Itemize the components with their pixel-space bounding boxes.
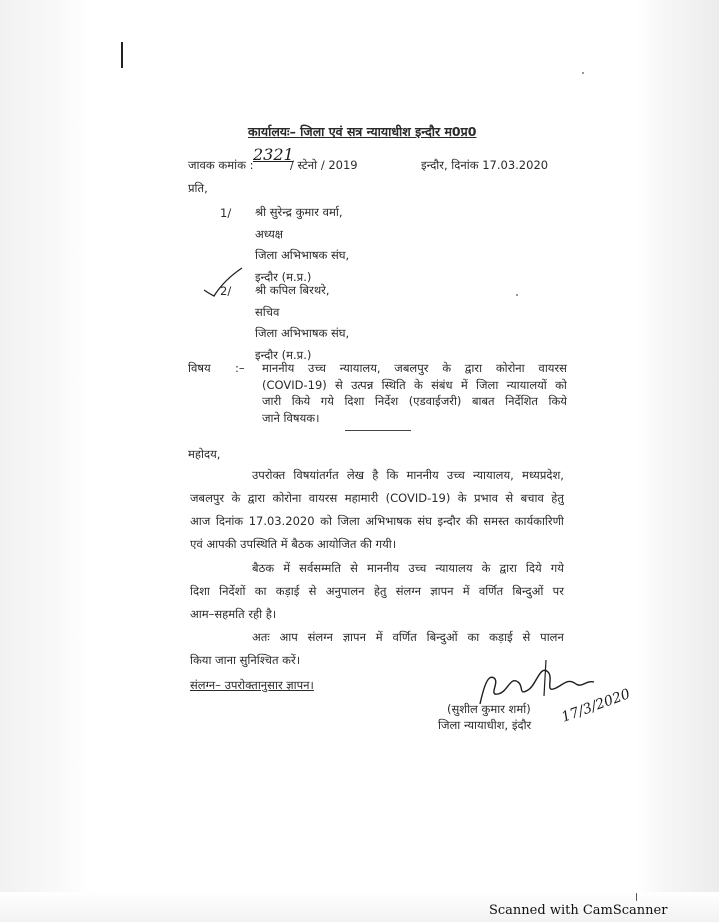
text-line: [190, 464, 564, 487]
word: 17.03.2020: [248, 514, 315, 528]
word: अतः: [252, 630, 270, 644]
word: मध्यप्रदेश,: [521, 468, 564, 482]
word: बिन्दुओं: [426, 630, 458, 644]
scan-mark: [121, 42, 123, 68]
recipient-post: अध्यक्ष: [255, 226, 284, 241]
word: संलग्न: [395, 584, 421, 598]
word: न्यायालयों: [506, 377, 547, 392]
body-paragraph: [190, 464, 564, 556]
word: माननीय: [366, 561, 400, 575]
word: का: [467, 630, 480, 644]
word: द्वारा: [247, 491, 266, 505]
salutation: महोदय,: [188, 447, 221, 461]
word: प्रभाव: [474, 491, 499, 505]
word: न्यायालय,: [339, 361, 381, 375]
recipient-org: जिला अभिभाषक संघ,: [255, 326, 350, 340]
place-date: इन्दौर, दिनांक 17.03.2020: [421, 158, 549, 172]
word: न्यायालय,: [472, 468, 514, 482]
word: माननीय: [406, 468, 439, 482]
word: गये: [550, 561, 564, 575]
word: (एडवाईजरी): [408, 394, 462, 408]
word: है: [372, 468, 379, 482]
word: उच्च: [446, 468, 465, 482]
word: स्थिति: [381, 377, 406, 392]
word: किया जाना सुनिश्चित करें।: [190, 653, 301, 667]
word: बाबत: [471, 394, 495, 408]
word: दिशा: [344, 394, 365, 408]
word: दिये: [525, 561, 542, 575]
word: से: [335, 377, 343, 392]
word: वर्णित: [392, 630, 417, 644]
word: कोरोना: [272, 491, 302, 505]
word: दिनांक: [215, 514, 244, 528]
word: से: [308, 584, 317, 598]
word: कार्यकारिणी: [514, 514, 564, 528]
word: (COVID-19): [262, 377, 327, 392]
word: उपरोक्त: [252, 468, 286, 482]
text-line: [190, 510, 564, 533]
text-line: [190, 533, 564, 556]
text-line: [190, 487, 564, 510]
word: लेख: [346, 468, 365, 482]
word: (COVID-19): [385, 491, 451, 505]
word: पर: [552, 584, 564, 598]
scanner-watermark: Scanned with CamScanner: [489, 903, 668, 918]
word: उच्च: [408, 561, 427, 575]
word: गये: [320, 394, 334, 408]
word: से: [350, 561, 358, 575]
recipient-number: 1/: [220, 206, 232, 220]
word: के: [457, 491, 467, 505]
recipient-city: इन्दौर (म.प्र.): [255, 347, 312, 362]
scan-shadow-left: [0, 0, 92, 922]
text-line: [190, 626, 564, 649]
recipient-post: सचिव: [255, 304, 280, 319]
word: आम–सहमति रही है।: [190, 607, 277, 621]
scan-speck: [582, 72, 584, 74]
word: से: [505, 491, 514, 505]
word: द्वारा: [464, 361, 483, 375]
scan-speck: [516, 294, 518, 296]
word: के: [231, 491, 241, 505]
recipient-block: [255, 280, 349, 366]
word: कड़ाई: [489, 630, 513, 644]
word: संबंध: [431, 377, 453, 392]
word: वायरस: [538, 361, 567, 375]
word: महामारी: [344, 491, 379, 505]
word: जाने विषयक।: [262, 410, 320, 425]
word: किये: [291, 394, 311, 408]
word: उत्पन्न: [351, 377, 374, 392]
word: बैठक: [252, 561, 275, 575]
word: इन्दौर: [437, 514, 461, 528]
subject-separator: :–: [235, 361, 245, 375]
signature-date: 17/3/2020: [559, 686, 633, 726]
word: को: [555, 377, 567, 392]
word: ज्ञापन: [430, 584, 454, 598]
dispatch-number-handwritten: 2321: [253, 145, 294, 164]
text-line: [190, 603, 564, 626]
word: में: [462, 584, 470, 598]
dispatch-suffix: / स्टेनो / 2019: [290, 158, 358, 172]
word: की: [466, 514, 478, 528]
word: बिन्दुओं: [512, 584, 544, 598]
word: आप: [279, 630, 298, 644]
word: जिला: [337, 514, 360, 528]
dispatch-prefix: जावक कमांक :: [188, 158, 254, 172]
recipient-number: 2/: [220, 284, 232, 298]
to-label: प्रति,: [188, 181, 208, 195]
recipient-name: श्री कपिल बिरथरे,: [255, 283, 330, 297]
word: अनुपालन: [325, 584, 365, 598]
word: निर्देश: [374, 394, 399, 408]
word: द्वारा: [499, 561, 517, 575]
word: के: [413, 377, 423, 392]
word: जिला: [476, 377, 499, 392]
recipient-org: जिला अभिभाषक संघ,: [255, 248, 350, 262]
text-line: [262, 393, 567, 410]
word: में: [375, 630, 383, 644]
word: कोरोना: [495, 361, 525, 375]
word: दिशा: [190, 584, 210, 598]
signatory-designation: जिला न्यायाधीश, इंदौर: [438, 718, 532, 732]
word: उच्च: [308, 361, 326, 375]
enclosure-note: संलग्न– उपरोक्तानुसार ज्ञापन।: [190, 678, 314, 692]
word: में: [283, 561, 291, 575]
word: समस्त: [483, 514, 510, 528]
word: ज्ञापन: [342, 630, 366, 644]
word: कि: [386, 468, 399, 482]
word: सर्वसम्मति: [299, 561, 341, 575]
word: वर्णित: [478, 584, 504, 598]
word: बचाव: [520, 491, 544, 505]
word: जबलपुर: [190, 491, 225, 505]
word: संलग्न: [307, 630, 333, 644]
signatory-name: (सुशील कुमार शर्मा): [447, 702, 531, 716]
word: वायरस: [308, 491, 338, 505]
word: को: [320, 514, 332, 528]
word: निर्देशित: [505, 394, 538, 408]
word: के: [481, 561, 491, 575]
text-line: [262, 360, 567, 377]
word: के: [442, 361, 452, 375]
word: आज: [190, 514, 211, 528]
body-paragraph: [190, 557, 564, 626]
scan-shadow-right: [637, 0, 719, 922]
word: जारी: [262, 394, 282, 408]
word: किये: [548, 394, 567, 408]
office-heading: कार्यालयः– जिला एवं सत्र न्यायाधीश इन्दौर म0प्र0: [248, 124, 477, 139]
word: में: [460, 377, 468, 392]
word: से: [522, 630, 531, 644]
word: संघ: [417, 514, 432, 528]
word: एवं आपकी उपस्थिति में बैठक आयोजित की गयी।: [190, 537, 397, 551]
subject-rule: [345, 430, 411, 431]
text-line: [190, 557, 564, 580]
word: विषयांतर्गत: [293, 468, 339, 482]
word: निर्देशों: [219, 584, 246, 598]
text-line: [190, 580, 564, 603]
recipient-city: इन्दौर (म.प्र.): [255, 269, 312, 284]
text-line: [262, 410, 567, 427]
word: जबलपुर: [394, 361, 429, 375]
word: हेतु: [373, 584, 387, 598]
word: पालन: [540, 630, 564, 644]
text-line: [262, 377, 567, 394]
word: अभिभाषक: [365, 514, 412, 528]
subject-text: [262, 360, 567, 426]
word: हेतु: [551, 491, 564, 505]
scan-speck: [636, 893, 637, 901]
word: न्यायालय: [435, 561, 473, 575]
subject-label: विषय: [188, 361, 211, 375]
recipient-name: श्री सुरेन्द्र कुमार वर्मा,: [255, 205, 343, 219]
word: माननीय: [262, 361, 295, 375]
word: का: [254, 584, 267, 598]
word: कड़ाई: [275, 584, 300, 598]
recipient-block: [255, 202, 349, 288]
